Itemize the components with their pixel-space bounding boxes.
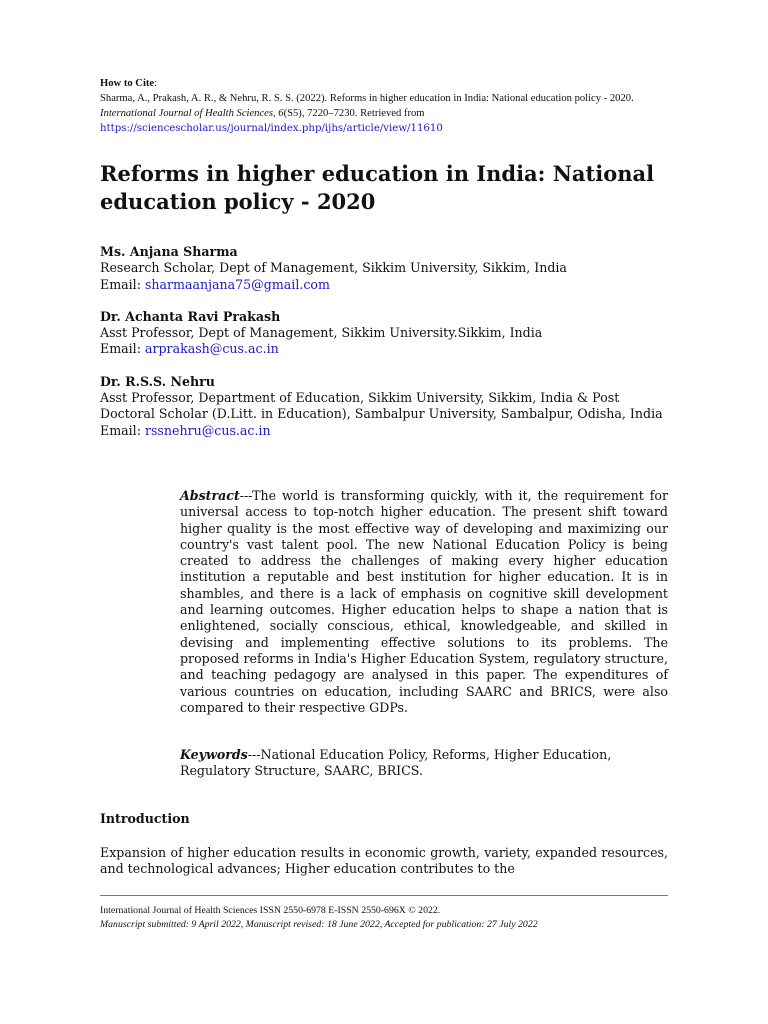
abstract-text: ---The world is transforming quickly, with it, the requirement for universal access to top-notch higher education. The present shift toward higher quality is the most effective way of developing and maximizing our country's vast talent pool. The new National Education Policy is being created to address the challenges of making every higher education institution a reputable and best institution for higher education. It is in shambles, and there is a lack of emphasis on cognitive skill development and learning outcomes. Higher education helps to shape a nation that is enlightened, socially conscious, ethical, knowledgeable, and skilled in devising and implementing effective solutions to its problems. The proposed reforms in India's Higher Education System, regulatory structure, and teaching pedagogy are analysed in this paper. The expenditures of various countries on education, including SAARC and BRICS, were also compared to their respective GDPs.: [180, 488, 668, 715]
author-email-line: [100, 277, 675, 293]
author-affiliation: Research Scholar, Dept of Management, Sikkim University, Sikkim, India: [100, 260, 567, 276]
keywords-text: ---National Education Policy, Reforms, Higher Education, Regulatory Structure, SAARC, BRICS.: [180, 747, 612, 779]
page-footer: [100, 904, 700, 932]
abstract: [180, 488, 668, 716]
author-name: Dr. Achanta Ravi Prakash: [100, 308, 281, 324]
author-email-link[interactable]: arprakash@cus.ac.in: [144, 341, 279, 357]
authors-block: [100, 244, 675, 455]
author-email-line: [100, 423, 675, 439]
author-name: Dr. R.S.S. Nehru: [100, 373, 215, 389]
footer-journal-line: International Journal of Health Sciences ISSN 2550-6978 E-ISSN 2550-696X © 2022.: [100, 905, 441, 916]
citation-block: [100, 76, 670, 136]
citation-url-link[interactable]: https://sciencescholar.us/journal/index.php/ijhs/article/view/11610: [100, 123, 443, 134]
email-label: Email:: [100, 276, 145, 292]
author-email-link[interactable]: sharmaanjana75@gmail.com: [144, 276, 330, 292]
paper-title: Reforms in higher education in India: National education policy - 2020: [100, 161, 655, 214]
introduction-heading: Introduction: [100, 811, 190, 826]
author-email-link[interactable]: rssnehru@cus.ac.in: [144, 422, 271, 438]
footer-manuscript-dates: Manuscript submitted: 9 April 2022, Manuscript revised: 18 June 2022, Accepted for publication: 27 July 2022: [100, 919, 538, 930]
citation-colon: :: [154, 78, 158, 89]
keywords-label: Keywords: [180, 747, 248, 762]
author-entry: [100, 309, 675, 358]
citation-volume: 6: [278, 108, 284, 119]
author-entry: [100, 244, 675, 293]
author-entry: [100, 374, 675, 439]
author-name: Ms. Anjana Sharma: [100, 244, 238, 259]
introduction-paragraph: Expansion of higher education results in economic growth, variety, expanded resources, and technological advances; Higher education contributes to the: [100, 845, 668, 877]
citation-label: How to Cite: [100, 78, 155, 89]
author-email-line: [100, 341, 675, 357]
citation-text-part2: ,: [273, 108, 279, 119]
citation-label-line: [100, 76, 670, 91]
citation-text: [100, 91, 670, 121]
footer-divider: [100, 895, 668, 896]
email-label: Email:: [100, 341, 145, 357]
author-affiliation: Asst Professor, Department of Education, Sikkim University, Sikkim, India & Post Doctoral Scholar (D.Litt. in Education), Sambalpur University, Sambalpur, Odisha, India: [100, 390, 663, 422]
citation-journal: International Journal of Health Sciences: [100, 108, 273, 119]
author-affiliation: Asst Professor, Dept of Management, Sikkim University.Sikkim, India: [100, 325, 543, 341]
citation-text-part3: (S5), 7220–7230. Retrieved from: [283, 108, 425, 119]
keywords: [180, 747, 668, 780]
citation-text-part1: Sharma, A., Prakash, A. R., & Nehru, R. S. S. (2022). Reforms in higher education in India: National education policy - 2020.: [100, 93, 634, 104]
abstract-label: Abstract: [180, 488, 240, 503]
email-label: Email:: [100, 422, 145, 438]
